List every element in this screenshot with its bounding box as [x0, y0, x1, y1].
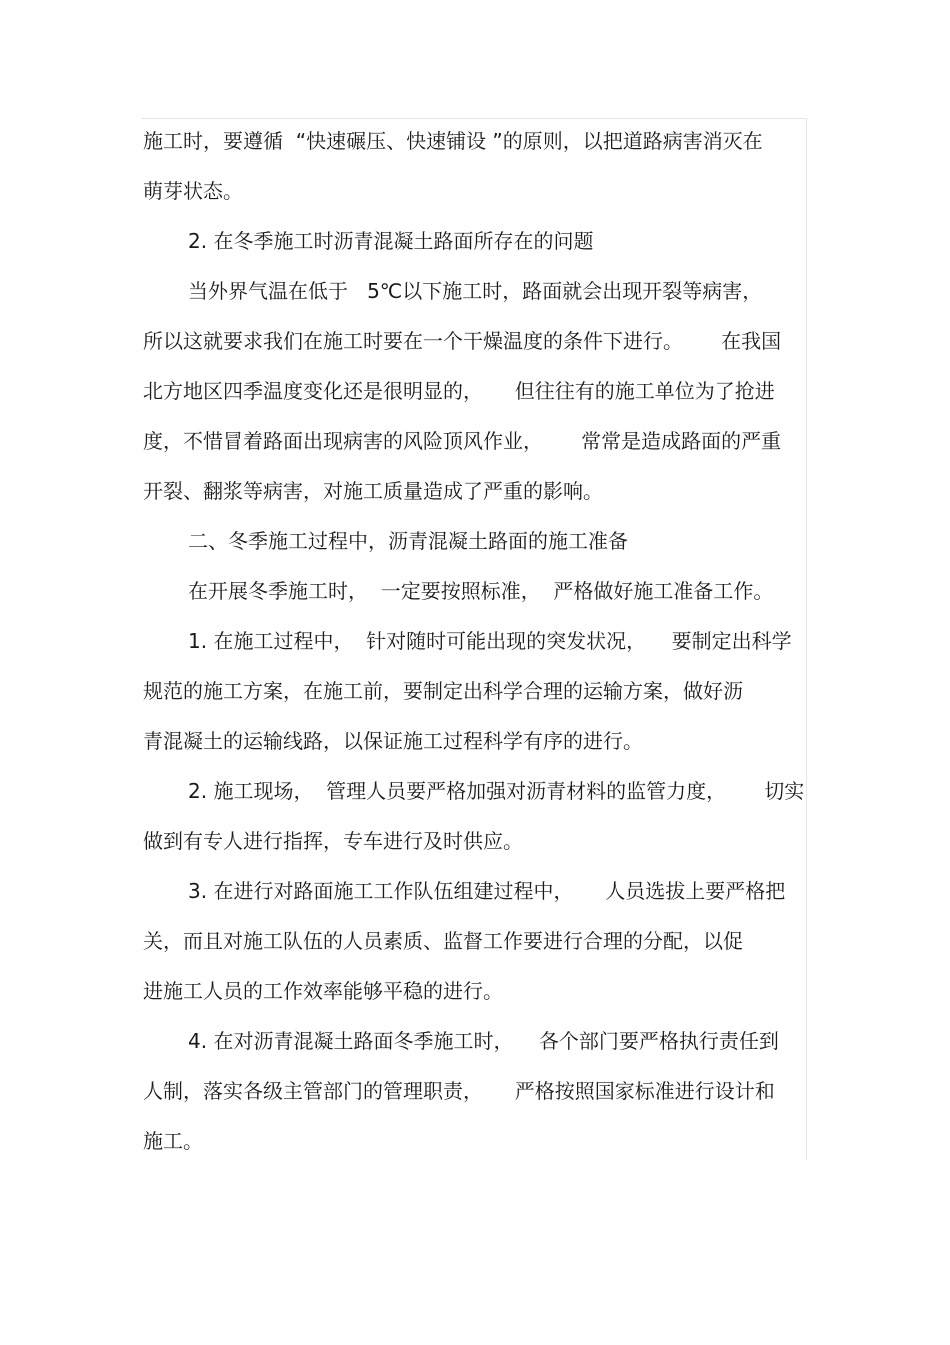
- text-line: 规范的施工方案，在施工前，要制定出科学合理的运输方案，做好沥: [143, 679, 743, 703]
- text-line: 所以这就要求我们在施工时要在一个干燥温度的条件下进行。 在我国: [143, 329, 782, 353]
- text-line: 开裂、翻浆等病害，对施工质量造成了严重的影响。: [143, 479, 603, 503]
- text-line: 1. 在施工过程中， 针对随时可能出现的突发状况， 要制定出科学: [188, 629, 792, 653]
- text-line: 3. 在进行对路面施工工作队伍组建过程中， 人员选拔上要严格把: [188, 879, 786, 903]
- text-line: 4. 在对沥青混凝土路面冬季施工时， 各个部门要严格执行责任到: [188, 1029, 779, 1053]
- document-body: [143, 116, 805, 1166]
- text-line: 当外界气温在低于 5℃以下施工时，路面就会出现开裂等病害，: [188, 279, 763, 303]
- text-line: 在开展冬季施工时， 一定要按照标准， 严格做好施工准备工作。: [188, 579, 774, 603]
- text-line: 施工。: [143, 1129, 203, 1153]
- text-line: 施工时，要遵循 “快速碾压、快速铺设 ”的原则，以把道路病害消灭在: [143, 129, 763, 153]
- text-line: 青混凝土的运输线路，以保证施工过程科学有序的进行。: [143, 729, 643, 753]
- text-line: 2. 施工现场， 管理人员要严格加强对沥青材料的监管力度， 切实: [188, 779, 805, 803]
- text-line: 北方地区四季温度变化还是很明显的， 但往往有的施工单位为了抢进: [143, 379, 775, 403]
- text-line: 2. 在冬季施工时沥青混凝土路面所存在的问题: [188, 229, 594, 253]
- text-line: 做到有专人进行指挥，专车进行及时供应。: [143, 829, 523, 853]
- text-line: 二、冬季施工过程中，沥青混凝土路面的施工准备: [188, 529, 628, 553]
- text-line: 人制，落实各级主管部门的管理职责， 严格按照国家标准进行设计和: [143, 1079, 775, 1103]
- text-line: 度，不惜冒着路面出现病害的风险顶风作业， 常常是造成路面的严重: [143, 429, 782, 453]
- text-line: 关，而且对施工队伍的人员素质、监督工作要进行合理的分配，以促: [143, 929, 743, 953]
- text-line: 进施工人员的工作效率能够平稳的进行。: [143, 979, 503, 1003]
- text-line: 萌芽状态。: [143, 179, 243, 203]
